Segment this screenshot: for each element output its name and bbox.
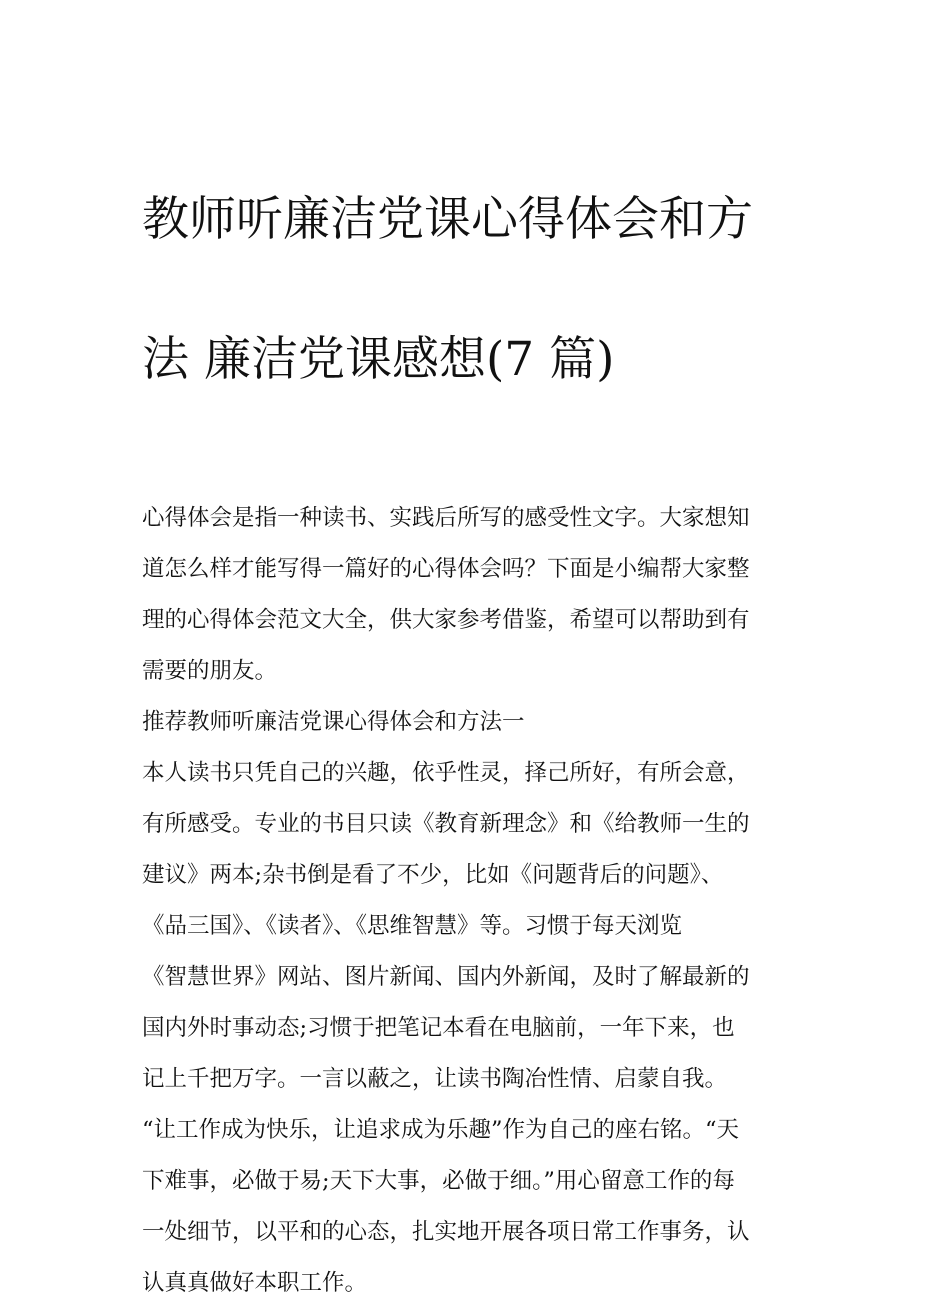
body-line: 需要的朋友。: [142, 658, 278, 684]
body-line: 一处细节，以平和的心态，扎实地开展各项日常工作事务，认: [142, 1219, 750, 1245]
document-title: [142, 115, 814, 465]
body-line: 建议》两本;杂书倒是看了不少，比如《问题背后的问题》、: [142, 862, 724, 888]
body-line: 记上千把万字。一言以蔽之，让读书陶冶性情、启蒙自我。: [142, 1066, 728, 1092]
body-line: 《品三国》、《读者》、《思维智慧》等。习惯于每天浏览: [142, 913, 683, 939]
document-content: [142, 115, 814, 1309]
body-line: 道怎么样才能写得一篇好的心得体会吗？下面是小编帮大家整: [142, 556, 750, 582]
section-heading: 推荐教师听廉洁党课心得体会和方法一: [142, 709, 525, 735]
body-line: 心得体会是指一种读书、实践后所写的感受性文字。大家想知: [142, 505, 750, 531]
document-body: [142, 493, 814, 1309]
body-line: 国内外时事动态;习惯于把笔记本看在电脑前，一年下来，也: [142, 1015, 735, 1041]
body-line: 理的心得体会范文大全，供大家参考借鉴，希望可以帮助到有: [142, 607, 750, 633]
body-line: 《智慧世界》网站、图片新闻、国内外新闻，及时了解最新的: [142, 964, 750, 990]
title-line: 教师听廉洁党课心得体会和方: [142, 192, 753, 247]
body-line: 认真真做好本职工作。: [142, 1270, 368, 1296]
title-line: 法 廉洁党课感想(7 篇): [142, 332, 615, 387]
body-line: 下难事，必做于易;天下大事，必做于细。”用心留意工作的每: [142, 1168, 735, 1194]
body-line: 本人读书只凭自己的兴趣，依乎性灵，择己所好，有所会意，: [142, 760, 750, 786]
body-line: “让工作成为快乐，让追求成为乐趣”作为自己的座右铭。“天: [142, 1117, 740, 1143]
body-line: 有所感受。专业的书目只读《教育新理念》和《给教师一生的: [142, 811, 750, 837]
